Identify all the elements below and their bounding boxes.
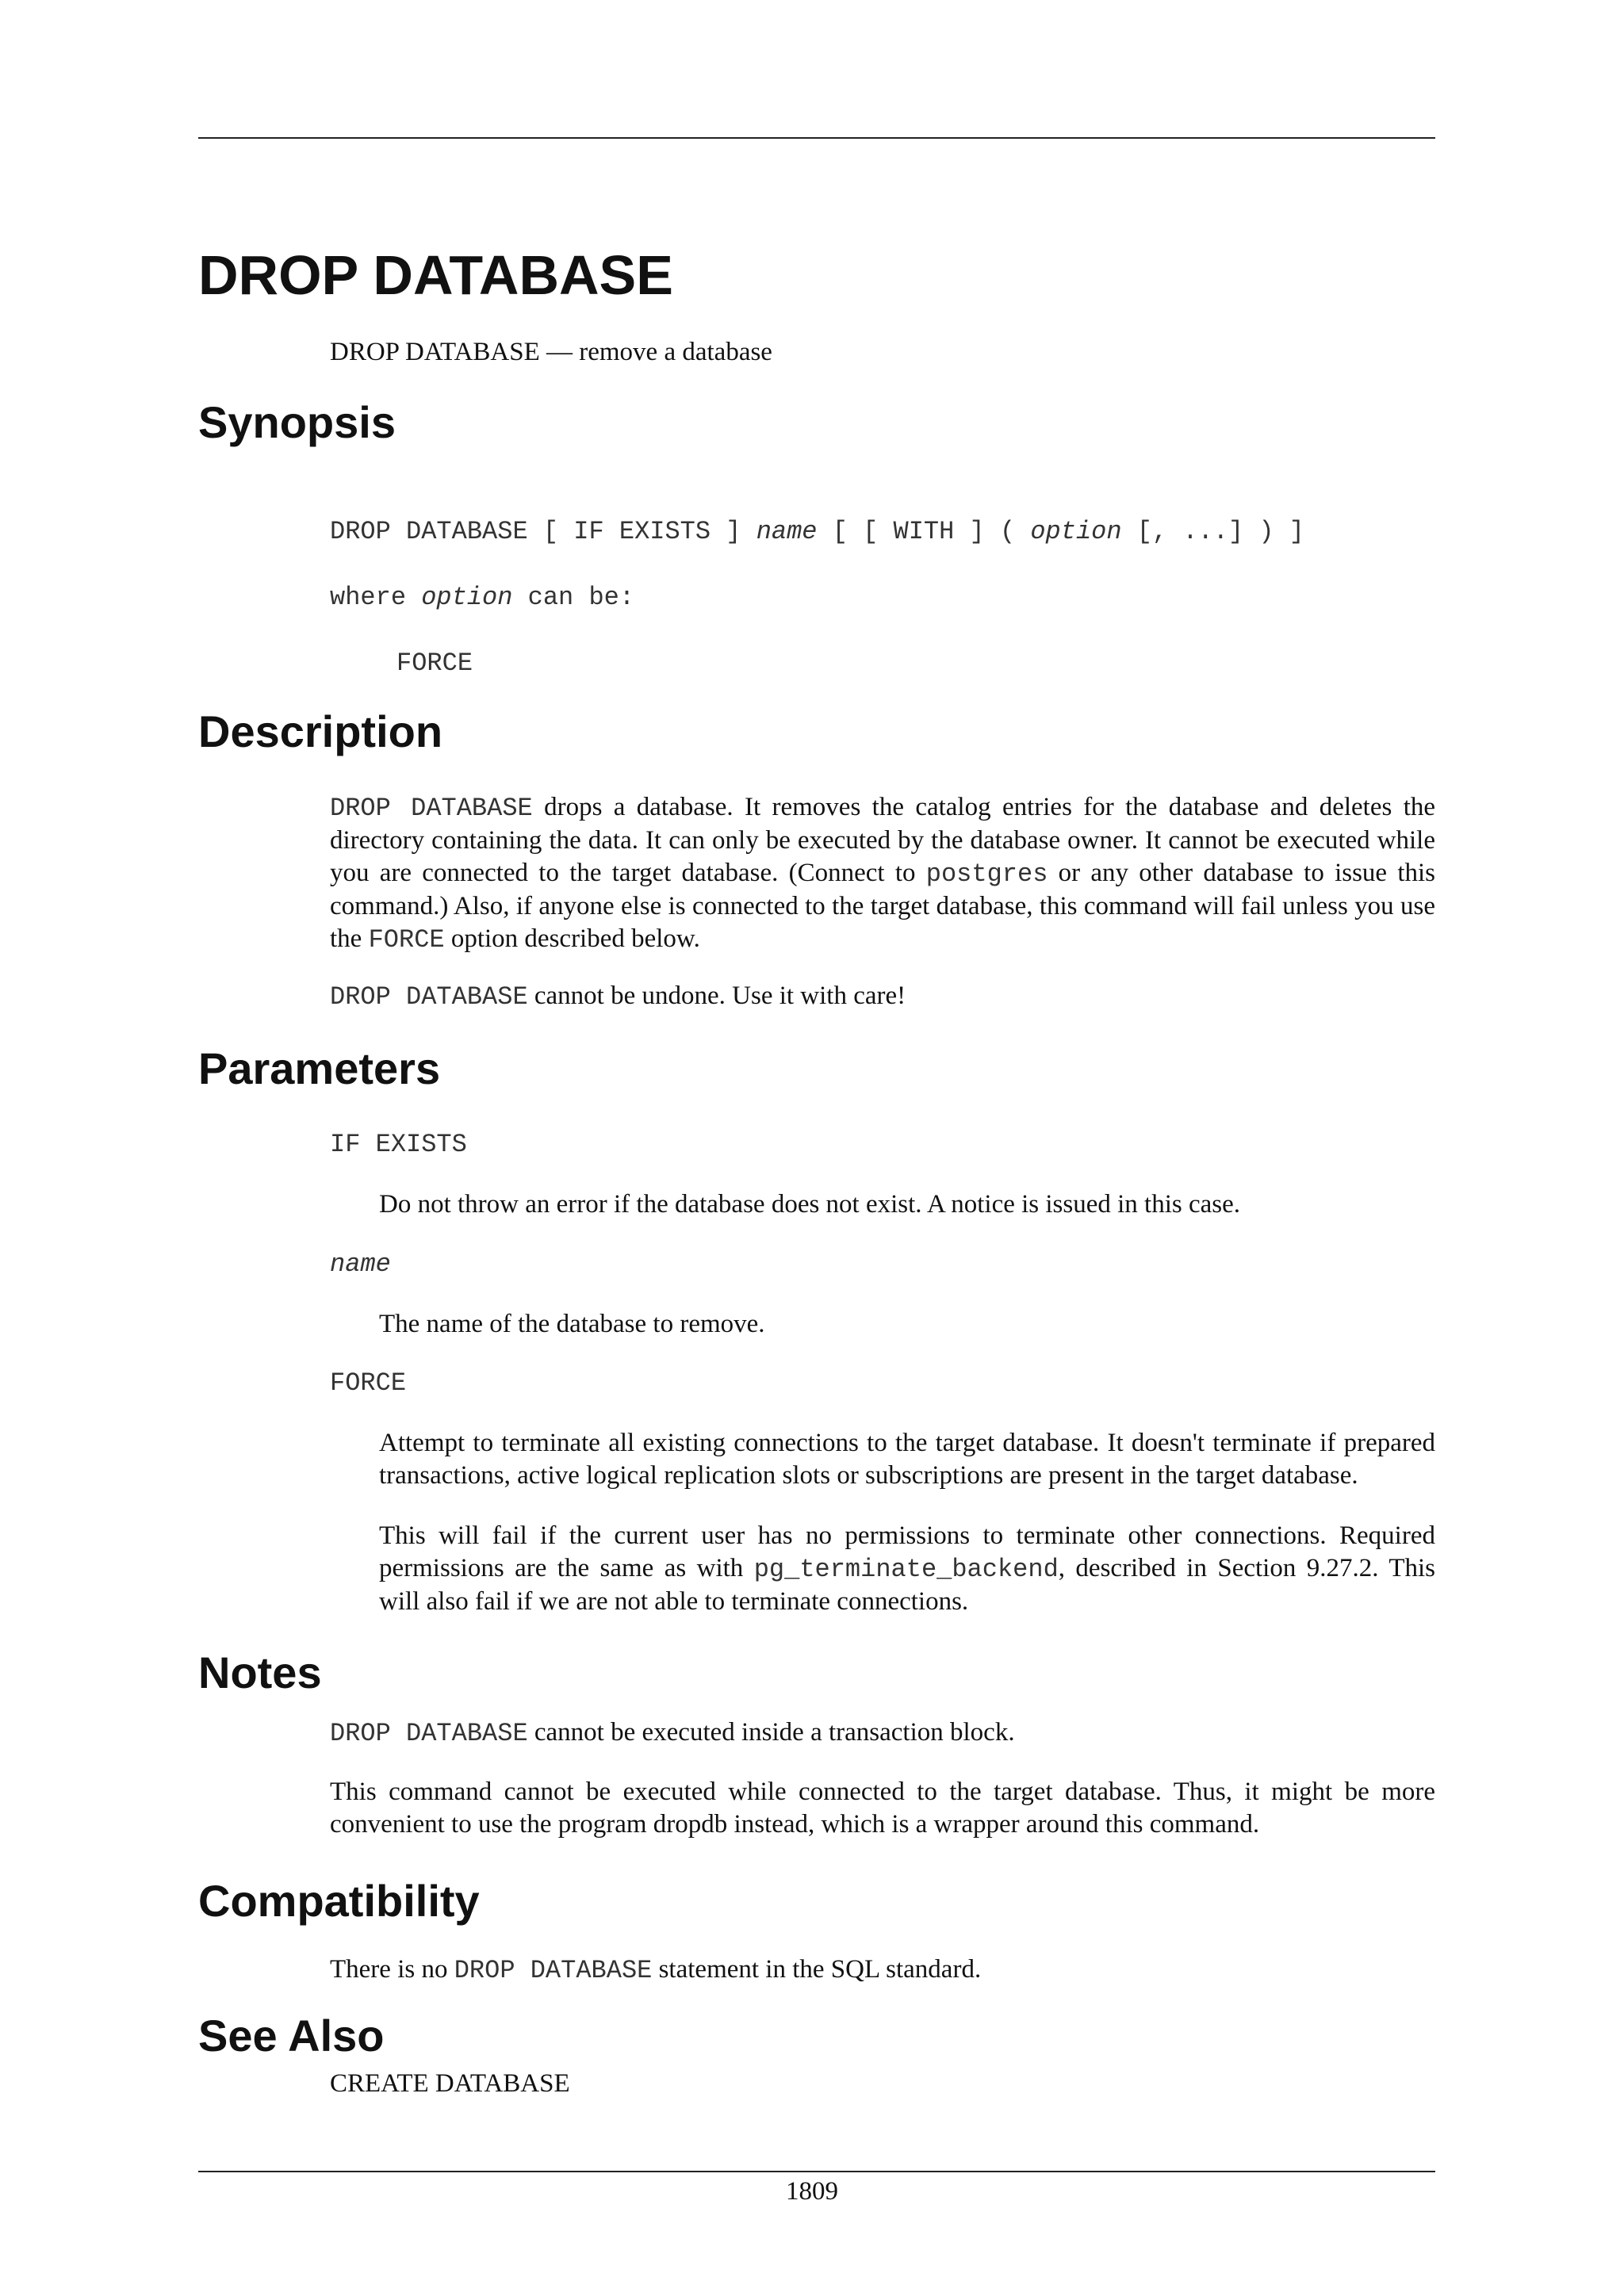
inline-code: DROP DATABASE bbox=[330, 794, 533, 823]
section-heading-description: Description bbox=[198, 706, 443, 756]
notes-paragraph-1 bbox=[330, 1716, 1435, 1750]
compatibility-paragraph bbox=[330, 1954, 1435, 1987]
synopsis-text: DROP DATABASE [ IF EXISTS ] bbox=[330, 517, 756, 546]
synopsis-text: where bbox=[330, 583, 422, 612]
paragraph-text: statement in the SQL standard. bbox=[652, 1955, 982, 1984]
inline-code: pg_terminate_backend bbox=[753, 1555, 1059, 1584]
paragraph-text: option described below. bbox=[444, 924, 700, 953]
param-term-name bbox=[330, 1249, 391, 1280]
paragraph-text: There is no bbox=[330, 1955, 454, 1984]
inline-code: postgres bbox=[925, 859, 1048, 889]
refname-purpose: DROP DATABASE — remove a database bbox=[330, 338, 772, 366]
paragraph-text: This will fail if the current user has no permissions to terminate other connections. Required permissions are the same as with bbox=[379, 1521, 1435, 1582]
inline-code: DROP DATABASE bbox=[330, 1719, 528, 1748]
param-desc-force-2 bbox=[379, 1520, 1435, 1618]
inline-code: DROP DATABASE bbox=[330, 982, 528, 1012]
paragraph-text: drops a database. It removes the catalog entries for the database and deletes the directory containing the data. It can only be executed by the database owner. It cannot be executed while you are connected to the target database. (Connect to bbox=[330, 793, 1436, 887]
page-title: DROP DATABASE bbox=[198, 244, 673, 306]
synopsis-param-name: name bbox=[756, 517, 818, 546]
paragraph-text: cannot be executed inside a transaction block. bbox=[527, 1718, 1015, 1747]
synopsis-line-2 bbox=[330, 582, 634, 614]
synopsis-param-option: option bbox=[421, 583, 513, 612]
paragraph-text: cannot be undone. Use it with care! bbox=[527, 982, 906, 1010]
section-heading-notes: Notes bbox=[198, 1647, 322, 1697]
page-number: 1809 bbox=[786, 2177, 838, 2206]
param-term-force: FORCE bbox=[330, 1368, 407, 1398]
synopsis-text: [ [ WITH ] ( bbox=[817, 517, 1031, 546]
paragraph-text: , described in Section 9.27.2. This will also fail if we are not able to terminate connections. bbox=[379, 1554, 1435, 1616]
section-heading-compatibility: Compatibility bbox=[198, 1876, 480, 1926]
description-paragraph-2 bbox=[330, 980, 1435, 1013]
notes-paragraph-2: This command cannot be executed while connected to the target database. Thus, it might be more convenient to use the program dropdb instead, which is a wrapper around this command. bbox=[330, 1777, 1435, 1839]
paragraph-text: or any other database to issue this command.) Also, if anyone else is connected to the target database, this command will fail unless you use the bbox=[330, 859, 1436, 953]
synopsis-text: [, ...] ) ] bbox=[1121, 517, 1304, 546]
param-term-text: name bbox=[330, 1249, 391, 1279]
synopsis-line-3: FORCE bbox=[396, 649, 473, 678]
inline-code: DROP DATABASE bbox=[454, 1956, 653, 1985]
footer-rule bbox=[198, 2171, 1435, 2172]
param-desc-if-exists: Do not throw an error if the database does not exist. A notice is issued in this case. bbox=[379, 1190, 1241, 1219]
inline-code: FORCE bbox=[368, 925, 445, 955]
section-heading-parameters: Parameters bbox=[198, 1043, 441, 1093]
param-term-if-exists: IF EXISTS bbox=[330, 1130, 467, 1159]
synopsis-param-option: option bbox=[1030, 517, 1122, 546]
header-rule bbox=[198, 137, 1435, 139]
param-desc-name: The name of the database to remove. bbox=[379, 1310, 765, 1338]
section-heading-synopsis: Synopsis bbox=[198, 397, 396, 447]
synopsis-line-1 bbox=[330, 516, 1304, 548]
section-heading-see-also: See Also bbox=[198, 2011, 385, 2061]
see-also-link-create-database[interactable]: CREATE DATABASE bbox=[330, 2069, 570, 2098]
synopsis-text: can be: bbox=[512, 583, 635, 612]
param-desc-force-1: Attempt to terminate all existing connections to the target database. It doesn't terminate if prepared transactions, active logical replication slots or subscriptions are present in the target database. bbox=[379, 1429, 1435, 1490]
description-paragraph-1 bbox=[330, 791, 1435, 956]
